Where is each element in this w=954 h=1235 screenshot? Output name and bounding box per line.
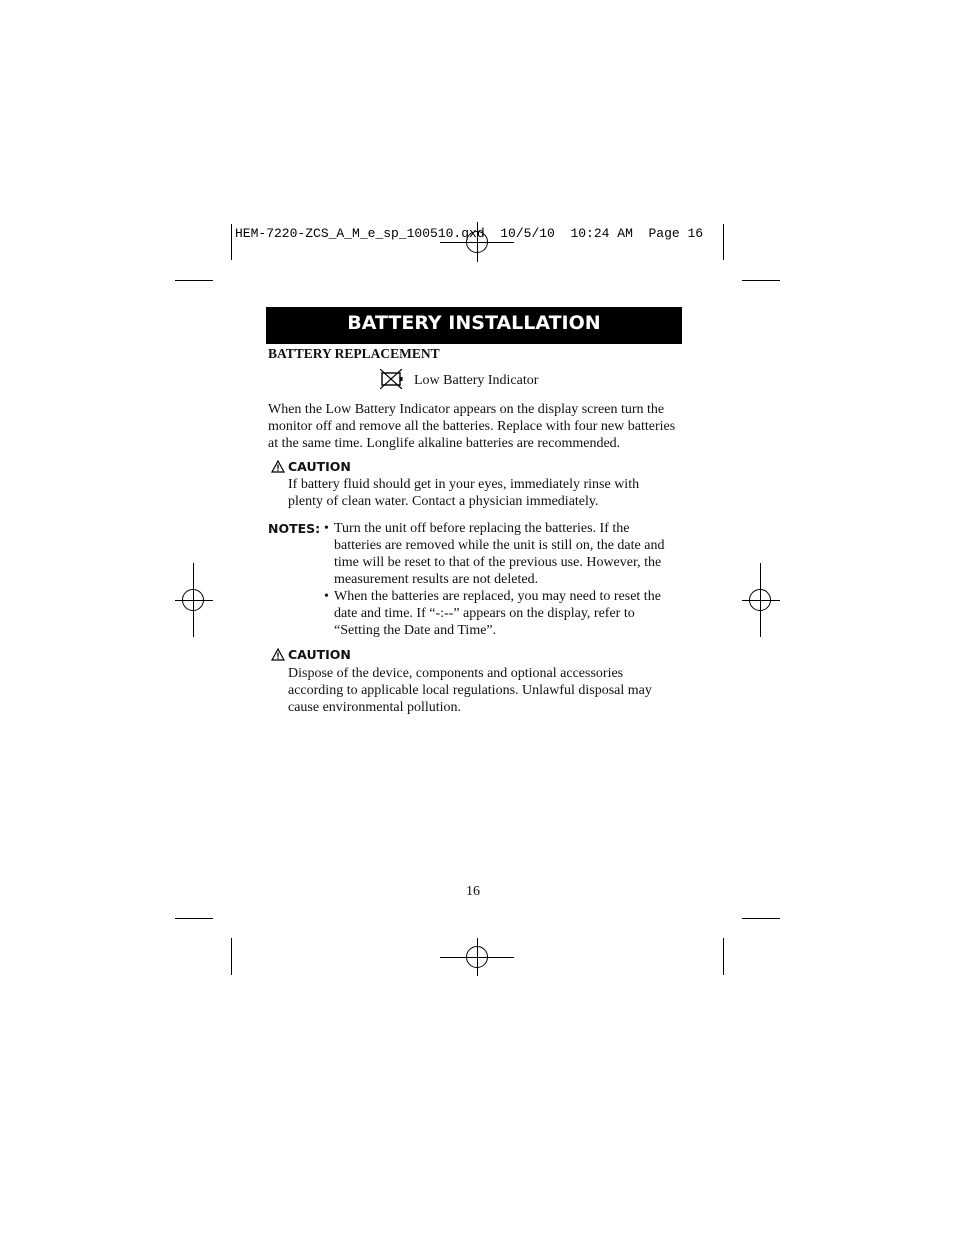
- intro-paragraph: When the Low Battery Indicator appears on the display screen turn the monitor off and remove all the batteries. Replace with four new batteries at the same time. Longlife alkaline batteries are recommended.: [268, 402, 676, 451]
- page-title: BATTERY INSTALLATION: [347, 312, 601, 334]
- section-heading: BATTERY REPLACEMENT: [268, 346, 440, 361]
- title-bar: [266, 307, 682, 344]
- page-number: 16: [466, 884, 480, 899]
- low-battery-icon: [380, 369, 404, 394]
- warning-icon: [271, 648, 285, 661]
- caution-text-2: Dispose of the device, components and optional accessories according to applicable local regulations. Unlawful disposal may cause environmental pollution.: [288, 666, 652, 715]
- print-slug: HEM-7220-ZCS_A_M_e_sp_100510.qxd 10/5/10 10:24 AM Page 16: [235, 226, 704, 241]
- note-text-2: When the batteries are replaced, you may need to reset the date and time. If “-:--” appears on the display, refer to “Setting the Date and Time”.: [334, 589, 661, 638]
- caution-label-1: CAUTION: [288, 459, 351, 474]
- caution-text-1: If battery fluid should get in your eyes, immediately rinse with plenty of clean water. Contact a physician immediately.: [288, 477, 640, 509]
- note-text-1: Turn the unit off before replacing the batteries. If the batteries are removed while the unit is still on, the date and time will be reset to that of the previous use. However, the measurement results are not deleted.: [334, 521, 665, 587]
- low-battery-indicator-row: [380, 370, 538, 392]
- caution-label-2: CAUTION: [288, 647, 351, 662]
- warning-icon: [271, 460, 285, 473]
- caution-heading-2: [271, 647, 351, 662]
- notes-label: NOTES:: [268, 521, 321, 536]
- caution-heading-1: [271, 459, 351, 474]
- low-battery-label: Low Battery Indicator: [414, 373, 539, 388]
